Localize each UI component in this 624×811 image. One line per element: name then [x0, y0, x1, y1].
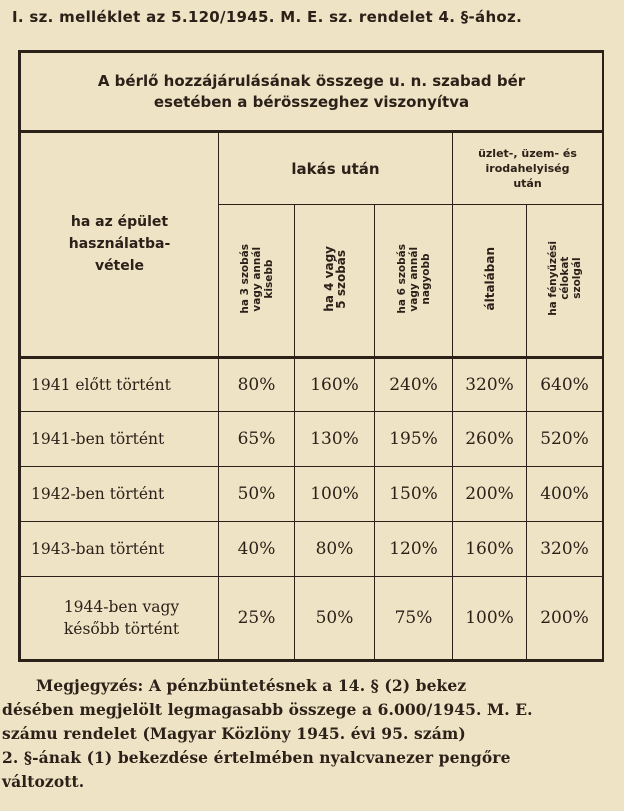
column-header-altalaban: általában: [482, 246, 497, 311]
value-cell: 75%: [375, 576, 453, 659]
value-cell: 160%: [453, 521, 527, 576]
row-label: 1941 előtt történt: [21, 357, 219, 412]
note-line: számu rendelet (Magyar Közlöny 1945. évi 95. szám): [2, 724, 466, 743]
document-header: I. sz. melléklet az 5.120/1945. M. E. sz. rendelet 4. §-ához.: [12, 8, 523, 26]
table-title: [21, 53, 603, 132]
value-cell: 80%: [295, 521, 375, 576]
column-header-3-szobas: ha 3 szobás vagy annál kisebb: [238, 243, 275, 314]
value-cell: 25%: [219, 576, 295, 659]
table-row: [21, 576, 603, 659]
column-header-cell: [295, 205, 375, 357]
value-cell: 200%: [453, 467, 527, 522]
value-cell: 640%: [527, 357, 603, 412]
column-header-6-szobas: ha 6 szobás vagy annál nagyobb: [395, 243, 432, 314]
column-header-4-5-szobas: ha 4 vagy 5 szobás: [321, 245, 348, 312]
column-header-cell: [375, 205, 453, 357]
row-label: 1943-ban történt: [21, 521, 219, 576]
rent-contribution-table-frame: [18, 50, 604, 662]
value-cell: 320%: [453, 357, 527, 412]
value-cell: 320%: [527, 521, 603, 576]
value-cell: 160%: [295, 357, 375, 412]
value-cell: 260%: [453, 412, 527, 467]
row-header: ha az épület használatba- vétele: [21, 132, 219, 357]
group-header-lakas: lakás után: [219, 132, 453, 205]
value-cell: 200%: [527, 576, 603, 659]
table-title-line-1: A bérlő hozzájárulásának összege u. n. szabad bér: [97, 71, 526, 90]
row-label: 1944-ben vagy később történt: [21, 576, 219, 659]
value-cell: 400%: [527, 467, 603, 522]
value-cell: 195%: [375, 412, 453, 467]
table-row: [21, 467, 603, 522]
note-line: változott.: [2, 772, 85, 791]
rent-contribution-table: [20, 52, 603, 660]
note-line: désében megjelölt legmagasabb összege a 6.000/1945. M. E.: [2, 700, 533, 719]
value-cell: 40%: [219, 521, 295, 576]
note-line: 2. §-ának (1) bekezdése értelmében nyalcvanezer pengőre: [2, 748, 511, 767]
column-header-cell: [453, 205, 527, 357]
column-header-fenyuzesi: ha fényűzési célokat szolgál: [546, 240, 583, 316]
note-paragraph: [2, 674, 616, 794]
value-cell: 50%: [219, 467, 295, 522]
column-header-cell: [219, 205, 295, 357]
value-cell: 150%: [375, 467, 453, 522]
value-cell: 100%: [453, 576, 527, 659]
column-header-cell: [527, 205, 603, 357]
row-label: 1942-ben történt: [21, 467, 219, 522]
value-cell: 120%: [375, 521, 453, 576]
value-cell: 240%: [375, 357, 453, 412]
table-row: [21, 521, 603, 576]
table-row: [21, 412, 603, 467]
group-header-uzlet: üzlet-, üzem- és irodahelyiség után: [453, 132, 603, 205]
row-label: 1941-ben történt: [21, 412, 219, 467]
value-cell: 130%: [295, 412, 375, 467]
note-line: Megjegyzés: A pénzbüntetésnek a 14. § (2) bekez: [36, 676, 467, 695]
value-cell: 65%: [219, 412, 295, 467]
value-cell: 50%: [295, 576, 375, 659]
value-cell: 80%: [219, 357, 295, 412]
value-cell: 100%: [295, 467, 375, 522]
table-title-line-2: esetében a bérösszeghez viszonyítva: [153, 92, 470, 111]
table-row: [21, 357, 603, 412]
value-cell: 520%: [527, 412, 603, 467]
